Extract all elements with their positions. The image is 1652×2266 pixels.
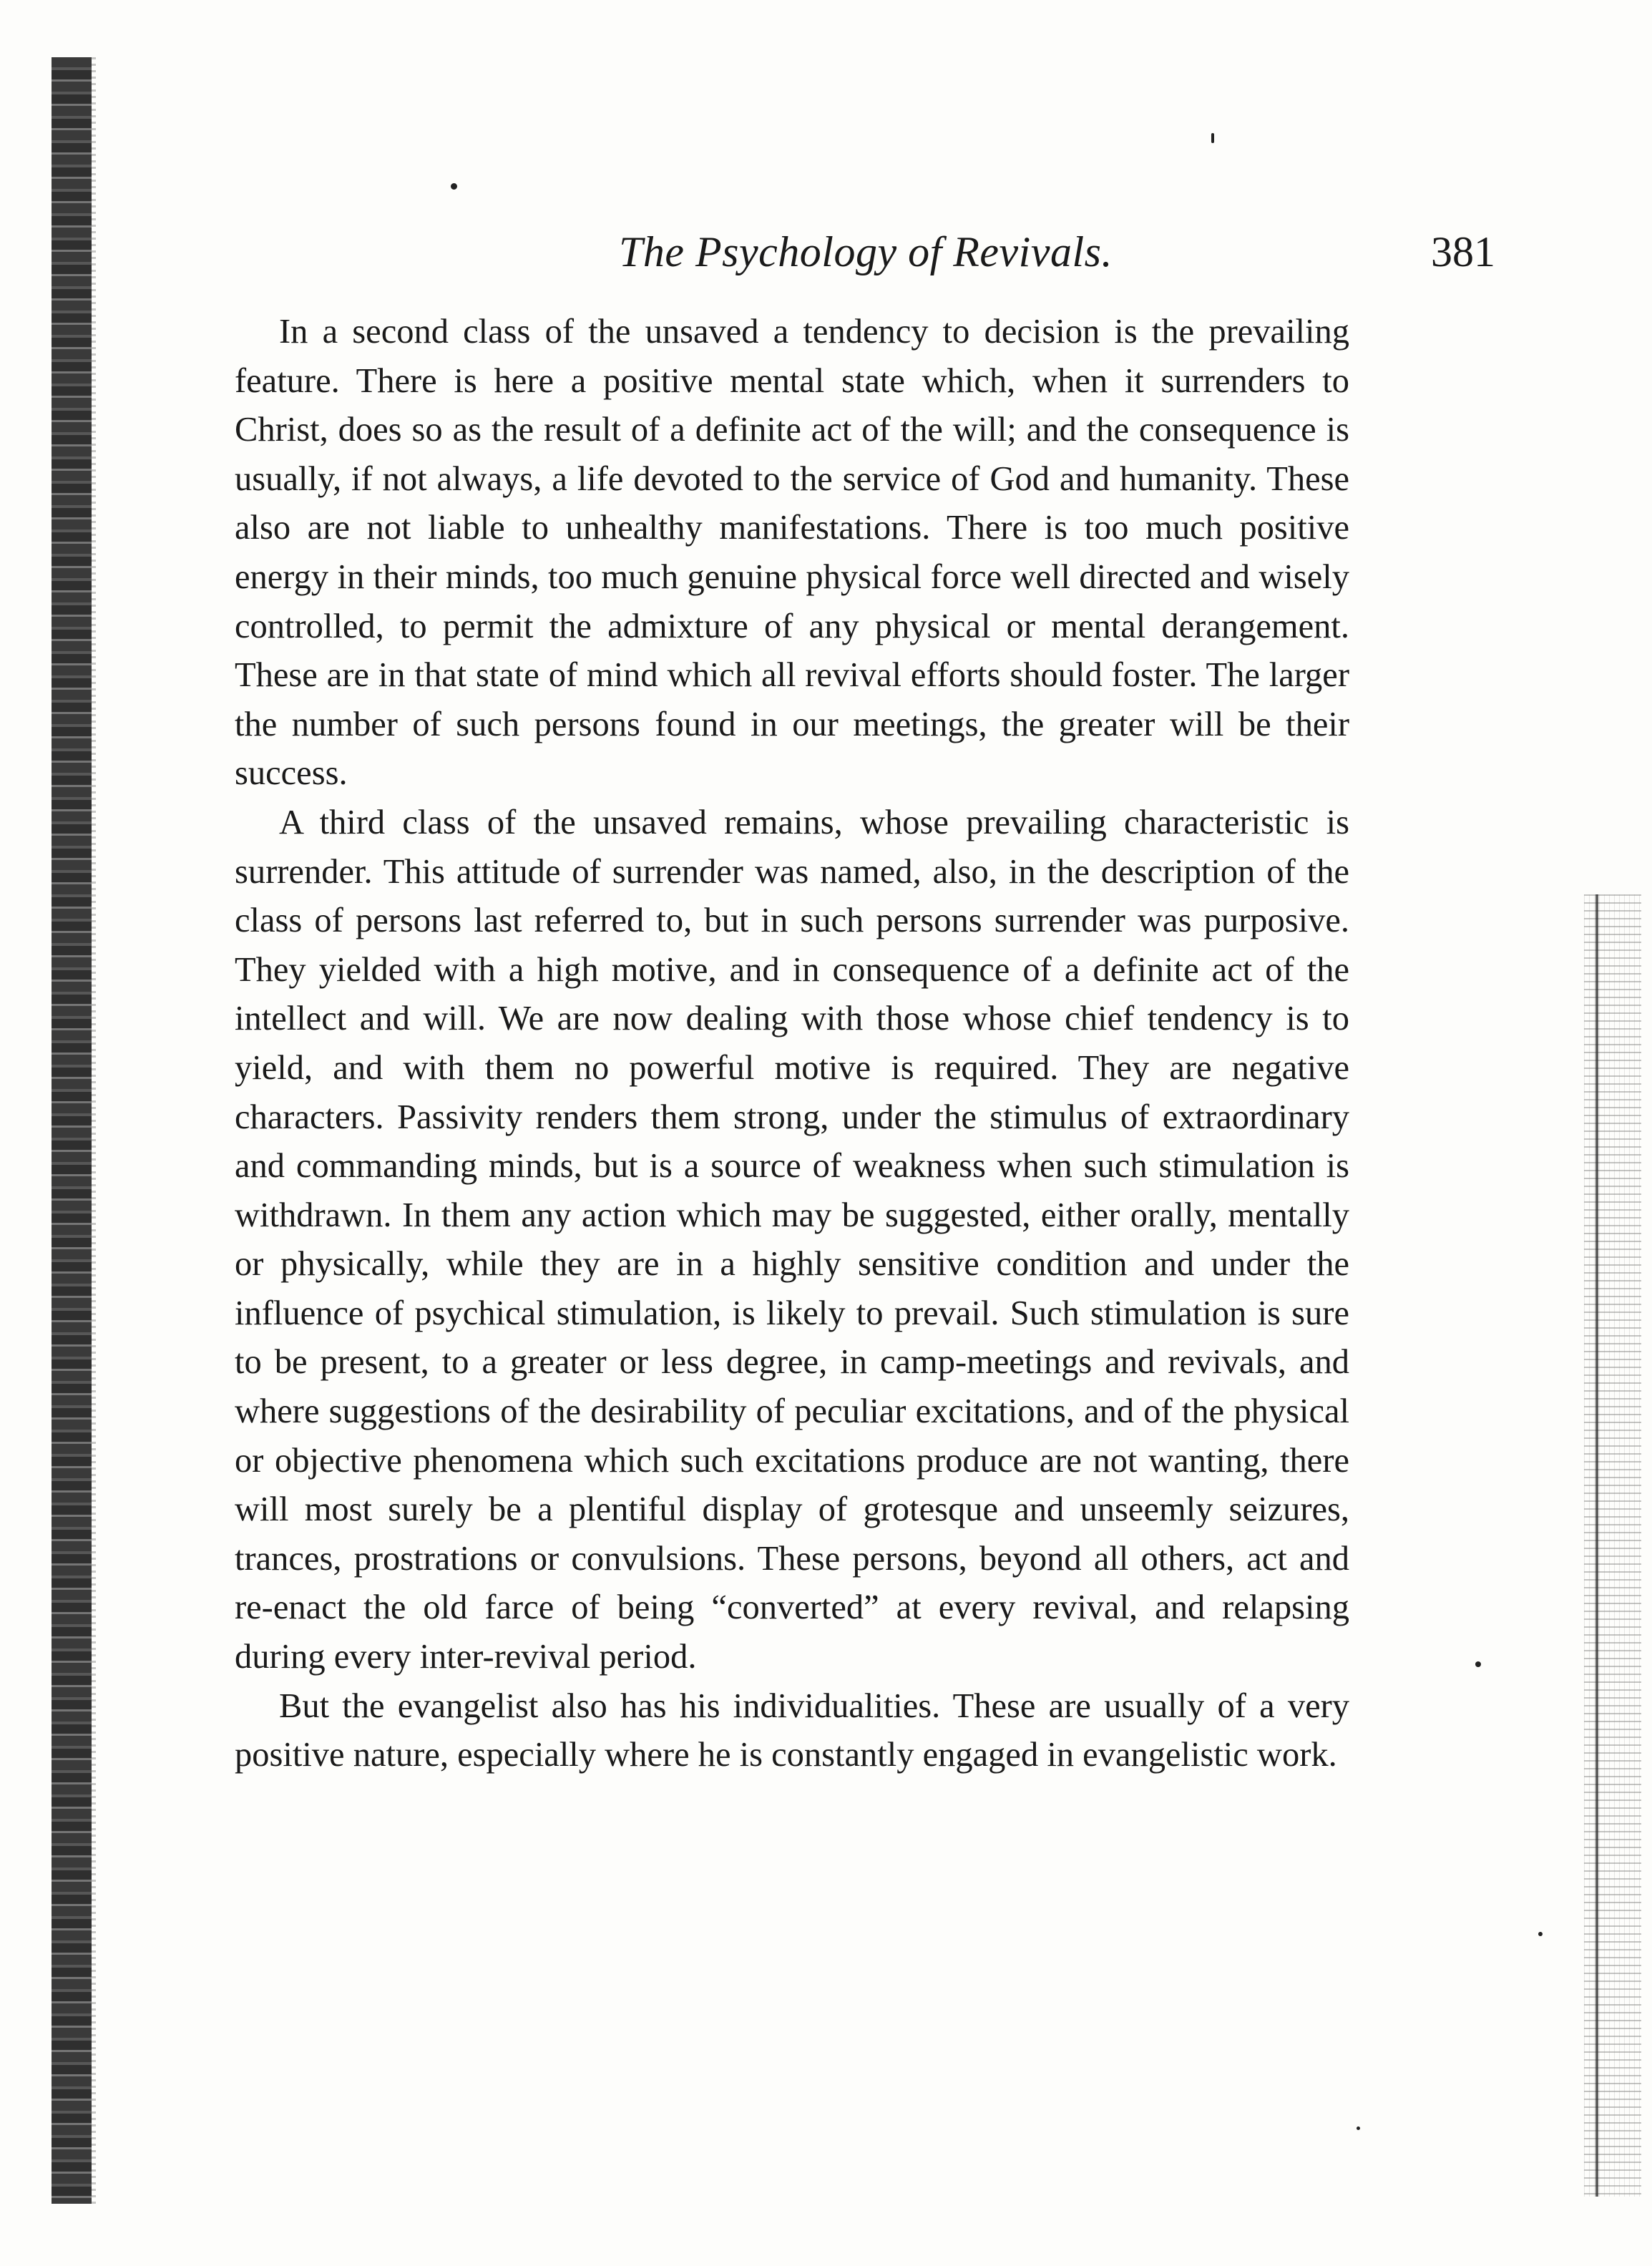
binding-edge-shadow <box>52 57 92 2204</box>
page-number: 381 <box>1431 228 1495 275</box>
ink-speck <box>1538 1932 1543 1936</box>
ink-speck <box>451 183 457 190</box>
paragraph-second-class: In a second class of the unsaved a tendency to decision is the prevailing feature. There is here a positive mental state which, when it surrenders to Christ, does so as the result of a definite act of the will; and the consequence is usually, if not always, a life devoted to the service of God and humanity. These also are not liable to unhealthy manifestations. There is too much positive energy in their minds, too much genuine physical force well directed and wisely controlled, to permit the admixture of any physical or mental derangement. These are in that state of mind which all revival efforts should foster. The larger the number of such persons found in our meetings, the greater will be their success. <box>235 313 1349 793</box>
running-header <box>236 228 1495 292</box>
body-text <box>235 308 1349 1780</box>
paragraph-third-class: A third class of the unsaved remains, whose prevailing characteristic is surrender. This attitude of surrender was named, also, in the description of the class of persons last referred to, but in such persons surrender was purposive. They yielded with a high motive, and in consequence of a definite act of the intellect and will. We are now dealing with those whose chief tendency is to yield, and with them no powerful motive is required. They are negative characters. Passivity renders them strong, under the stimulus of extraordinary and commanding minds, but is a source of weakness when such stimulation is withdrawn. In them any action which may be suggested, either orally, mentally or physically, while they are in a highly sensitive condition and under the influence of psychical stimulation, is likely to prevail. Such stimulation is sure to be present, to a greater or less degree, in camp-meetings and revivals, and where suggestions of the desirability of peculiar excitations, and of the physical or objective phenomena which such excitations produce are not wanting, there will most surely be a plentiful display of grotesque and unseemly seizures, trances, prostrations or convulsions. These persons, beyond all others, act and re-enact the old farce of being “converted” at every revival, and relapsing during every inter-revival period. <box>235 803 1349 1676</box>
ink-speck <box>1475 1661 1481 1667</box>
paragraph-evangelist: But the evangelist also has his individualities. These are usually of a very positive nature, especially where he is constantly engaged in evangelistic work. <box>235 1686 1349 1774</box>
ink-speck <box>1211 133 1214 143</box>
running-title: The Psychology of Revivals. <box>619 228 1113 275</box>
ink-speck <box>1357 2126 1360 2130</box>
right-margin-rule <box>1595 894 1598 2197</box>
bleed-through-speckle <box>1584 894 1641 2197</box>
